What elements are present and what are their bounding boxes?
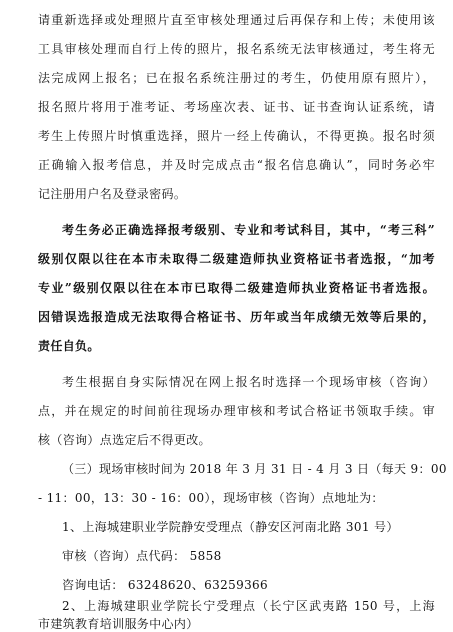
site-1-phone: 咨询电话： 63248620、63259366 [62, 578, 269, 592]
site-1-code: 审核（咨询）点代码： 5858 [62, 549, 222, 563]
paragraph-1-line-2: 工具审核处理而自行上传的照片，报名系统无法审核通过，考生将无 [38, 42, 435, 56]
paragraph-1-line-4: 报名照片将用于准考证、考场座次表、证书、证书查询认证系统，请 [38, 100, 435, 114]
paragraph-1-line-7: 记注册用户名及登录密码。 [38, 187, 187, 201]
site-2-line-2: 市建筑教育培训服务中心内） [38, 617, 199, 631]
paragraph-2-line-3: 专业”级别仅限以往在本市已取得二级建造师执业资格证书者选报。 [38, 281, 435, 295]
section-3-line-2: - 11：00，13：30 - 16：00），现场审核（咨询）点地址为： [38, 491, 384, 505]
paragraph-2-line-1: 考生务必正确选择报考级别、专业和考试科目，其中，“考三科” [62, 223, 435, 237]
paragraph-1-line-6: 正确输入报考信息，并及时完成点击“报名信息确认”，同时务必牢 [38, 158, 435, 172]
paragraph-2-line-2: 级别仅限以往在本市未取得二级建造师执业资格证书者选报，“加考 [38, 252, 435, 266]
paragraph-1-line-3: 法完成网上报名；已在报名系统注册过的考生，仍使用原有照片）， [38, 71, 435, 85]
paragraph-2-line-5: 责任自负。 [38, 339, 100, 353]
paragraph-1-line-1: 请重新选择或处理照片直至审核处理通过后再保存和上传；未使用该 [38, 13, 435, 27]
paragraph-3-line-1: 考生根据自身实际情况在网上报名时选择一个现场审核（咨询） [62, 375, 435, 389]
paragraph-3-line-2: 点，并在规定的时间前往现场办理审核和考试合格证书领取手续。审 [38, 404, 435, 418]
site-1-title: 1、上海城建职业学院静安受理点（静安区河南北路 301 号） [62, 520, 399, 534]
site-2-line-1: 2、上海城建职业学院长宁受理点（长宁区武夷路 150 号，上海 [62, 599, 435, 613]
paragraph-2-line-4: 因错误选报造成无法取得合格证书、历年或当年成绩无效等后果的， [38, 310, 435, 324]
section-3-line-1: （三）现场审核时间为 2018 年 3 月 31 日 - 4 月 3 日（每天 9：00 [62, 462, 447, 476]
paragraph-3-line-3: 核（咨询）点选定后不得更改。 [38, 433, 211, 447]
paragraph-1-line-5: 考生上传照片时慎重选择，照片一经上传确认，不得更换。报名时须 [38, 129, 435, 143]
